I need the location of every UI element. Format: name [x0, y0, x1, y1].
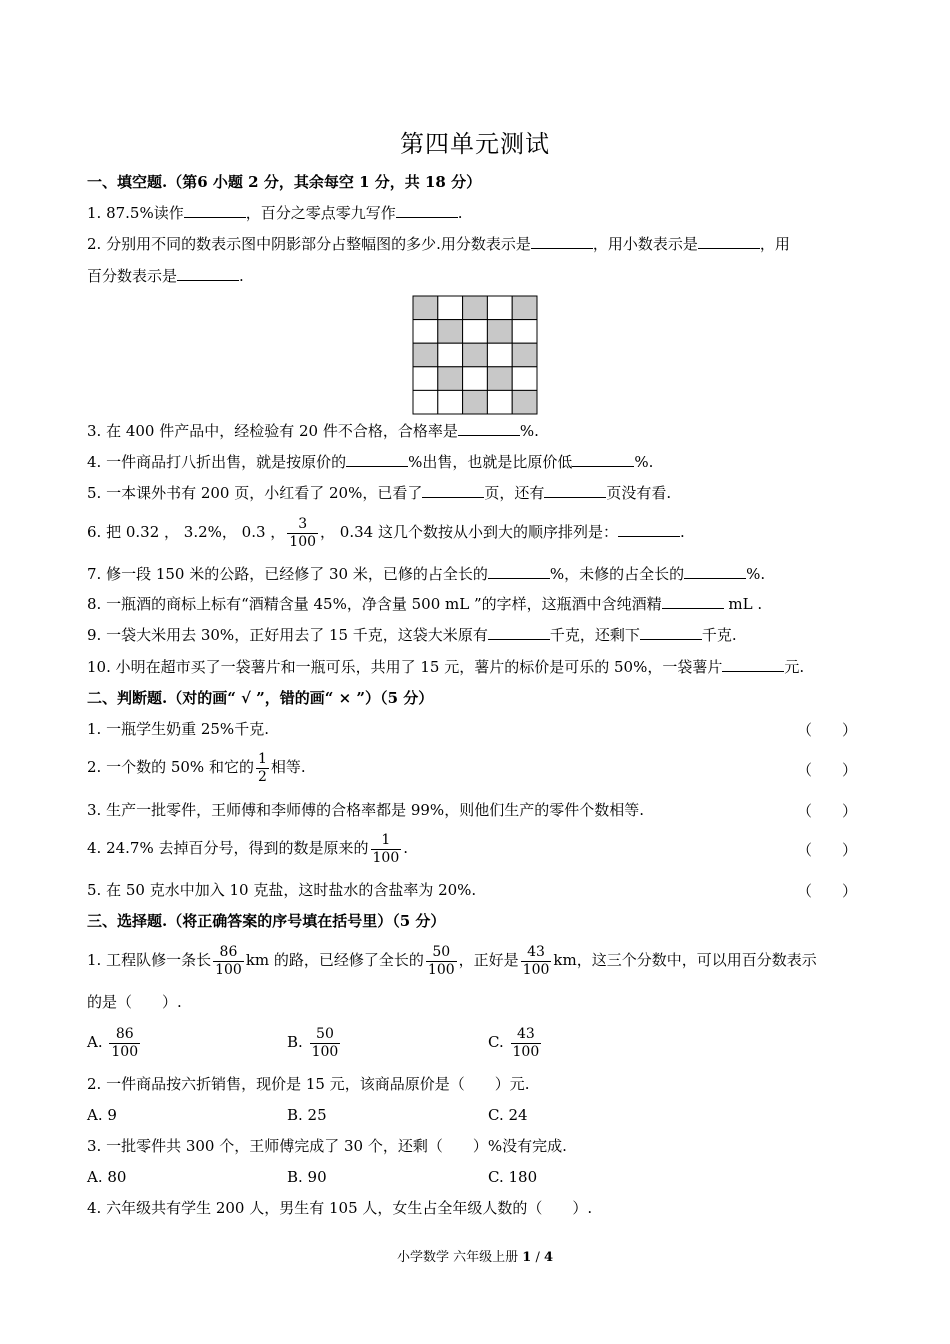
- shaded-grid-figure: [412, 295, 538, 415]
- answer-blank[interactable]: [177, 266, 239, 281]
- grid-cell: [438, 343, 463, 367]
- answer-blank[interactable]: [458, 421, 520, 436]
- grid-cell: [463, 320, 488, 344]
- answer-blank[interactable]: [184, 203, 246, 218]
- grid-cell-shaded: [413, 343, 438, 367]
- question-2-2: 2. 一个数的 50% 和它的 $\frac{1}{2}$ 相等.: [87, 750, 306, 785]
- grid-cell: [438, 296, 463, 320]
- section-1-heading: 一、填空题.（第6 小题 2 分，其余每空 1 分，共 18 分）: [87, 173, 482, 191]
- question-3-4: 4. 六年级共有学生 200 人，男生有 105 人，女生占全年级人数的（ ）.: [87, 1199, 593, 1217]
- fraction: $\frac{1}{2}$: [257, 750, 267, 785]
- grid-cell: [487, 296, 512, 320]
- question-2-1: 1. 一瓶学生奶重 25%千克.: [87, 720, 269, 738]
- question-2-4: 4. 24.7% 去掉百分号，得到的数是原来的 $\frac{1}{100}$ .: [87, 831, 409, 866]
- grid-cell-shaded: [512, 296, 537, 320]
- answer-blank[interactable]: [531, 234, 593, 249]
- grid-cell-shaded: [438, 320, 463, 344]
- question-3-2-option-a[interactable]: A. 9: [87, 1106, 117, 1124]
- question-3-3: 3. 一批零件共 300 个，王师傅完成了 30 个，还剩（ ）%没有完成.: [87, 1137, 567, 1155]
- fraction: $\frac{43}{100}$: [522, 943, 550, 978]
- fraction: $\frac{86}{100}$: [111, 1025, 139, 1060]
- question-1-5: 5. 一本课外书有 200 页，小红看了 20%，已看了 页，还有 页没有看.: [87, 484, 672, 502]
- answer-blank[interactable]: [544, 483, 606, 498]
- question-3-1-option-c[interactable]: C. $\frac{43}{100}$: [488, 1025, 540, 1060]
- fraction: $\frac{3}{100}$: [289, 515, 317, 550]
- page-title: 第四单元测试: [400, 130, 550, 158]
- answer-paren[interactable]: （ ）: [797, 841, 858, 859]
- section-2-heading: 二、判断题.（对的画“ √ ”，错的画“ × ”）（5 分）: [87, 689, 434, 707]
- page-footer: 小学数学 六年级上册 1 / 4: [396, 1250, 554, 1265]
- grid-cell-shaded: [512, 390, 537, 414]
- question-3-1-option-a[interactable]: A. $\frac{86}{100}$: [87, 1025, 139, 1060]
- grid-cell: [487, 390, 512, 414]
- answer-blank[interactable]: [572, 452, 634, 467]
- grid-cell-shaded: [463, 390, 488, 414]
- question-3-2: 2. 一件商品按六折销售，现价是 15 元，该商品原价是（ ）元.: [87, 1075, 530, 1093]
- answer-paren[interactable]: （ ）: [797, 721, 858, 739]
- answer-blank[interactable]: [346, 452, 408, 467]
- grid-cell-shaded: [463, 296, 488, 320]
- answer-blank[interactable]: [488, 625, 550, 640]
- answer-blank[interactable]: [684, 564, 746, 579]
- answer-paren[interactable]: （ ）: [797, 761, 858, 779]
- grid-cell: [438, 390, 463, 414]
- fraction: $\frac{1}{100}$: [372, 831, 400, 866]
- question-3-1: 1. 工程队修一条长 $\frac{86}{100}$ km 的路，已经修了全长的 $\frac{50}{100}$ ，正好是 $\frac{43}{100}$ km，这三个分数中，可以用百分数表示: [87, 943, 817, 978]
- question-1-7: 7. 修一段 150 米的公路，已经修了 30 米，已修的占全长的 %，未修的占全长的 %.: [87, 565, 766, 583]
- question-3-1-option-b[interactable]: B. $\frac{50}{100}$: [287, 1025, 339, 1060]
- answer-blank[interactable]: [662, 594, 724, 609]
- grid-cell-shaded: [512, 343, 537, 367]
- answer-blank[interactable]: [722, 657, 784, 672]
- grid-cell: [487, 343, 512, 367]
- fraction: $\frac{50}{100}$: [311, 1025, 339, 1060]
- question-3-1-cont: 的是（ ）.: [87, 993, 182, 1011]
- question-1-6: 6. 把 0.32 ， 3.2%， 0.3 ， $\frac{3}{100}$ ， 0.34 这几个数按从小到大的顺序排列是： .: [87, 515, 685, 550]
- grid-cell: [413, 320, 438, 344]
- grid-cell: [413, 367, 438, 391]
- answer-paren[interactable]: （ ）: [797, 802, 858, 820]
- grid-cell: [463, 367, 488, 391]
- section-3-heading: 三、选择题.（将正确答案的序号填在括号里）（5 分）: [87, 912, 446, 930]
- question-3-2-option-c[interactable]: C. 24: [488, 1106, 528, 1124]
- grid-cell: [512, 320, 537, 344]
- fraction: $\frac{86}{100}$: [215, 943, 242, 978]
- question-1-3: 3. 在 400 件产品中，经检验有 20 件不合格，合格率是 %.: [87, 422, 539, 440]
- question-1-9: 9. 一袋大米用去 30%，正好用去了 15 千克，这袋大米原有 千克，还剩下 千克.: [87, 626, 737, 644]
- grid-cell-shaded: [487, 320, 512, 344]
- answer-blank[interactable]: [396, 203, 458, 218]
- answer-blank[interactable]: [640, 625, 702, 640]
- answer-blank[interactable]: [698, 234, 760, 249]
- grid-cell: [512, 367, 537, 391]
- question-1-1: 1. 87.5%读作 ，百分之零点零九写作 .: [87, 204, 463, 222]
- answer-blank[interactable]: [422, 483, 484, 498]
- question-1-2: 2. 分别用不同的数表示图中阴影部分占整幅图的多少.用分数表示是 ，用小数表示是 ，用: [87, 235, 790, 253]
- question-1-8: 8. 一瓶酒的商标上标有“酒精含量 45%，净含量 500 mL ”的字样，这瓶酒中含纯酒精 mL .: [87, 595, 763, 613]
- question-3-3-option-c[interactable]: C. 180: [488, 1168, 538, 1186]
- answer-blank[interactable]: [618, 522, 680, 537]
- question-3-2-option-b[interactable]: B. 25: [287, 1106, 327, 1124]
- grid-cell-shaded: [413, 296, 438, 320]
- question-1-4: 4. 一件商品打八折出售，就是按原价的 %出售，也就是比原价低 %.: [87, 453, 654, 471]
- grid-cell-shaded: [438, 367, 463, 391]
- grid-cell-shaded: [463, 343, 488, 367]
- question-1-2-cont: 百分数表示是 .: [87, 267, 244, 285]
- answer-paren[interactable]: （ ）: [797, 882, 858, 900]
- fraction: $\frac{43}{100}$: [512, 1025, 540, 1060]
- grid-cell: [413, 390, 438, 414]
- question-1-10: 10. 小明在超市买了一袋薯片和一瓶可乐，共用了 15 元，薯片的标价是可乐的 50%，一袋薯片 元.: [87, 658, 805, 676]
- fraction: $\frac{50}{100}$: [427, 943, 455, 978]
- question-3-3-option-b[interactable]: B. 90: [287, 1168, 327, 1186]
- grid-cell-shaded: [487, 367, 512, 391]
- question-3-3-option-a[interactable]: A. 80: [87, 1168, 127, 1186]
- question-2-3: 3. 生产一批零件，王师傅和李师傅的合格率都是 99%，则他们生产的零件个数相等.: [87, 801, 644, 819]
- answer-blank[interactable]: [488, 564, 550, 579]
- question-2-5: 5. 在 50 克水中加入 10 克盐，这时盐水的含盐率为 20%.: [87, 881, 477, 899]
